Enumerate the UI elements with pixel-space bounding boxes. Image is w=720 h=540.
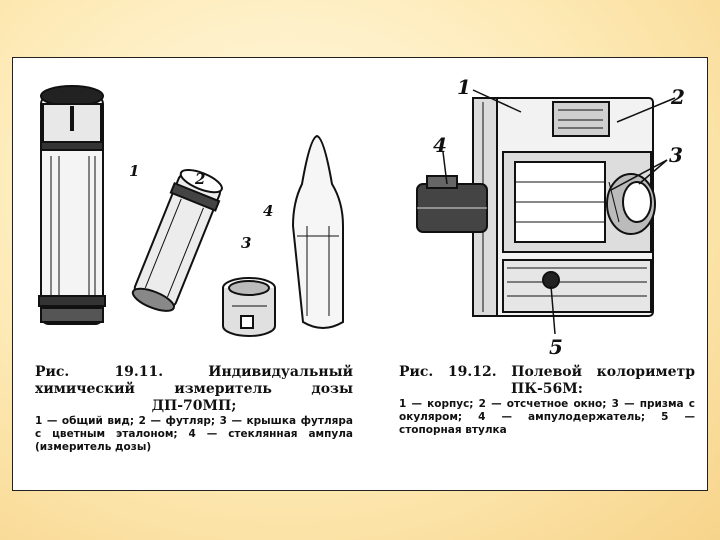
label-2: 2	[671, 85, 685, 109]
dosimeter-illustration	[27, 76, 357, 356]
label-4: 4	[433, 133, 447, 157]
caption-left-body: 1 — общий вид; 2 — футляр; 3 — крышка футляра с цветным эталоном; 4 — стеклянная ампула (измеритель дозы)	[35, 415, 353, 453]
label-1: 1	[129, 162, 140, 180]
eyepiece-prism	[607, 174, 655, 234]
label-5: 5	[549, 335, 563, 359]
locking-sleeve	[543, 272, 559, 288]
caption-right	[399, 364, 695, 437]
dosimeter-tube	[39, 86, 105, 324]
caption-right-body: 1 — корпус; 2 — отсчетное окно; 3 — призма с окуляром; 4 — ампулодержатель; 5 — стопорная втулка	[399, 398, 695, 436]
caption-right-title: Рис. 19.12. Полевой колориметр ПК-56М:	[399, 364, 695, 397]
ampule-holder	[417, 176, 487, 232]
label-4: 4	[263, 202, 274, 220]
label-3: 3	[241, 234, 252, 252]
glass-ampule	[293, 136, 343, 328]
dosimeter-case	[128, 165, 226, 316]
label-3: 3	[669, 143, 683, 167]
colorimeter-illustration	[403, 72, 693, 362]
label-2: 2	[195, 170, 206, 188]
label-1: 1	[457, 75, 471, 99]
caption-left	[35, 364, 353, 454]
reading-window	[553, 102, 609, 136]
document-frame	[12, 57, 708, 491]
case-cap	[223, 278, 275, 336]
caption-left-title: Рис. 19.11. Индивидуальный химический измеритель дозы ДП-70МП;	[35, 364, 353, 414]
